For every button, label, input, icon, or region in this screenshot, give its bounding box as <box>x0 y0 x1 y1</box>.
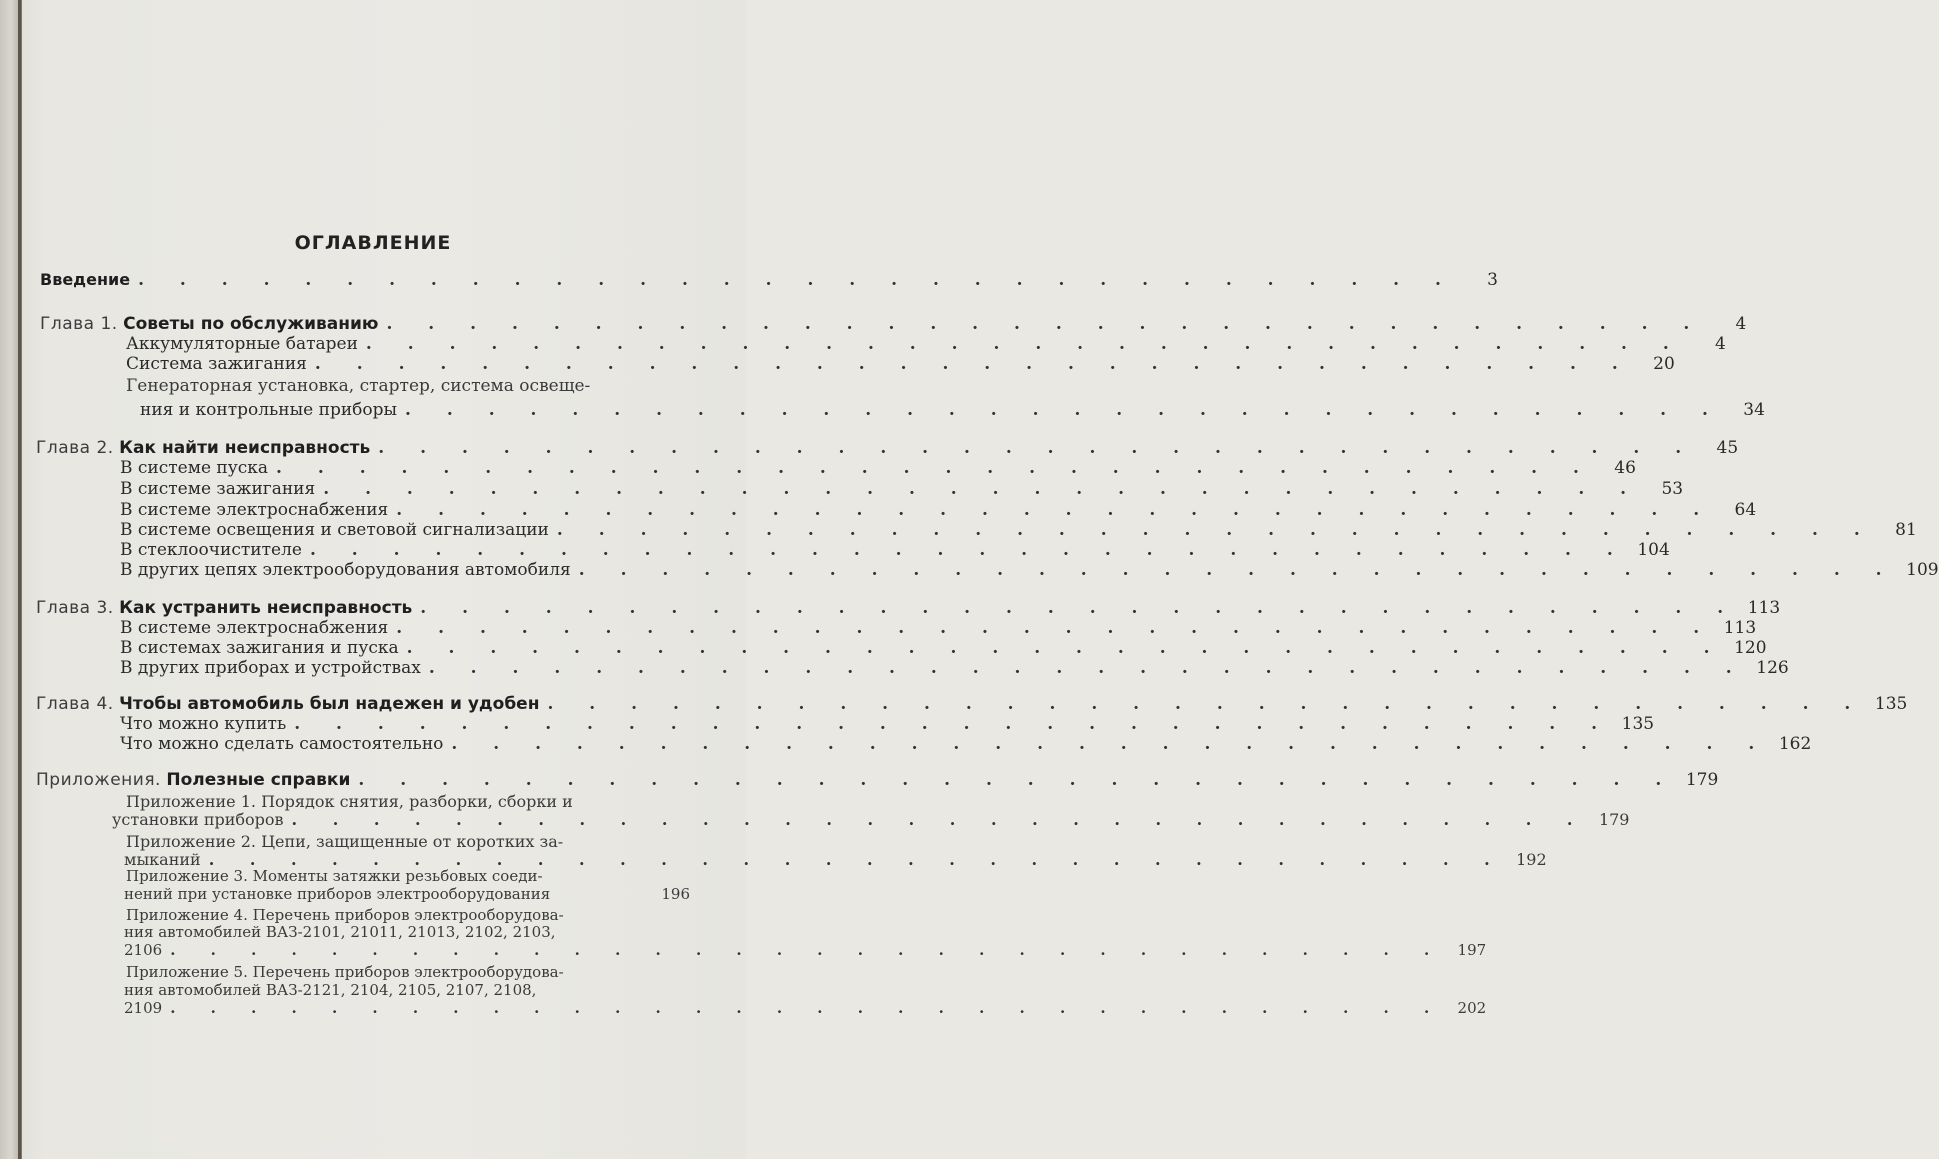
toc-chapter-2[interactable] <box>36 438 1739 458</box>
toc-entry-label: Система зажигания <box>126 354 307 374</box>
toc-entry[interactable] <box>124 998 1487 1018</box>
page-number: 109 <box>1906 560 1939 580</box>
toc-entry-label: В стеклоочистителе <box>120 540 302 560</box>
chapter-title: Чтобы автомобиль был надежен и удобен <box>119 694 540 714</box>
toc-entry-label: Введение <box>40 270 131 289</box>
toc-entry-label: Аккумуляторные батареи <box>126 334 358 354</box>
leader-dots: . . . . . . . . . . . . . . . . . . . . . . . . . . . . . . . . <box>291 810 1588 829</box>
toc-entry[interactable] <box>120 638 1767 658</box>
page-number: 34 <box>1743 400 1765 420</box>
page-number: 179 <box>1685 770 1719 790</box>
leader-dots: . . . . . . . . . . . . . . . . . . . . . . . . . . . . . . . . <box>428 658 1747 678</box>
chapter-title: Как устранить неисправность <box>119 598 413 618</box>
page-number: 126 <box>1756 658 1789 678</box>
toc-entry-label: Что можно сделать самостоятельно <box>120 734 444 754</box>
toc-entry[interactable] <box>120 734 1812 754</box>
toc-entry-label: В системе электроснабжения <box>120 500 389 520</box>
toc-entry-label: В других приборах и устройствах <box>120 658 421 678</box>
leader-dots: . . . . . . . . . . . . . . . . . . . . . . . . . . . . . . . . <box>276 458 1594 478</box>
leader-dots: . . . . . . . . . . . . . . . . . . . . . . . . . . . . . . . . <box>547 694 1866 714</box>
toc-entry-label: В системе зажигания <box>120 479 316 499</box>
leader-dots: . . . . . . . . . . . . . . . . . . . . . . . . . . . . . . . . <box>323 479 1642 499</box>
toc-entry[interactable] <box>112 810 1630 830</box>
page-number: 4 <box>1714 334 1726 354</box>
leader-dots: . . . . . . . . . . . . . . . . . . . . . . . . . . . . . . . . <box>556 520 1875 540</box>
leader-dots: . . . . . . . . . . . . . . . . . . . . . . . . . . . . . . . . <box>578 560 1897 580</box>
leader-dots: . . . . . . . . . . . . . . . . . . . . . . . . . . . . . . . . <box>358 770 1677 790</box>
page-number: 3 <box>1487 270 1498 290</box>
toc-entry-label: В системе освещения и световой сигнализации <box>120 520 549 540</box>
page-number: 135 <box>1621 714 1655 734</box>
leader-dots: . . . . . . . . . . . . . . . . . . . . . . . . . . . . . . . . <box>378 438 1697 458</box>
page-number: 64 <box>1734 500 1757 520</box>
page-number: 113 <box>1747 598 1781 618</box>
toc-entry-label: установки приборов <box>112 810 284 829</box>
appendix-entry-line[interactable]: Приложение 1. Порядок снятия, разборки, сборки и <box>126 792 573 811</box>
toc-entry[interactable] <box>120 500 1757 520</box>
page-number: 196 <box>661 885 690 903</box>
leader-dots: . . . . . . . . . . . . . . . . . . . . . . . . . . . . . . . . <box>138 270 1456 290</box>
leader-dots: . . . . . . . . . . . . . . . . . . . . . . . . . . . . . . . . <box>451 734 1770 754</box>
appendix-entry-line[interactable]: Приложение 2. Цепи, защищенные от коротких за- <box>126 832 564 851</box>
toc-entry[interactable] <box>124 940 1487 960</box>
toc-entry-label: 2106 <box>124 941 163 959</box>
toc-entry-label: нений при установке приборов электрооборудования <box>124 885 551 903</box>
leader-dots: . . . . . . . . . . . . . . . . . . . . . . . . . . . . . . . . <box>170 941 1445 959</box>
toc-entry-label: В системах зажигания и пуска <box>120 638 399 658</box>
toc-entry-label: В других цепях электрооборудования автомобиля <box>120 560 571 580</box>
leader-dots: . . . . . . . . . . . . . . . . . . . . . . . . . . . . . . . . <box>208 850 1505 869</box>
leader-dots: . . . . . . . . . . . . . . . . . . . . . . . . . . . . . . . . <box>365 334 1684 354</box>
toc-entry[interactable] <box>120 560 1939 580</box>
appendix-label: Приложения. <box>36 770 161 790</box>
toc-entry[interactable] <box>120 618 1757 638</box>
leader-dots: . . . . . . . . . . . . . . . . . . . . . . . . . . . . . . . . <box>396 618 1715 638</box>
toc-entry-label: В системе электроснабжения <box>120 618 389 638</box>
toc-entry[interactable] <box>124 884 690 904</box>
leader-dots: . . . . . . . . . . . . . . . . . . . . . . . . . . . . . . . . <box>386 314 1705 334</box>
chapter-label: Глава 3. <box>36 598 114 618</box>
appendix-entry-line[interactable]: Приложение 3. Моменты затяжки резьбовых соеди- <box>126 867 543 885</box>
chapter-title: Как найти неисправность <box>119 438 371 458</box>
toc-entry-intro[interactable] <box>40 270 1498 290</box>
page-number: 104 <box>1637 540 1670 560</box>
page-number: 46 <box>1614 458 1636 478</box>
appendix-entry-line[interactable]: Приложение 5. Перечень приборов электрооборудова- <box>126 963 564 981</box>
chapter-label: Глава 4. <box>36 694 114 714</box>
chapter-label: Глава 2. <box>36 438 114 458</box>
page-number: 20 <box>1653 354 1675 374</box>
toc-entry-label: Что можно купить <box>120 714 287 734</box>
page-number: 45 <box>1716 438 1739 458</box>
toc-chapter-3[interactable] <box>36 598 1781 618</box>
leader-dots: . . . . . . . . . . . . . . . . . . . . . . . . . . . . . . . . <box>420 598 1739 618</box>
appendix-entry-line[interactable]: ния автомобилей ВАЗ-2101, 21011, 21013, 2102, 2103, <box>124 923 556 941</box>
toc-entry[interactable] <box>120 540 1670 560</box>
page-number: 162 <box>1778 734 1812 754</box>
page-number: 120 <box>1734 638 1767 658</box>
page-number: 81 <box>1895 520 1917 540</box>
toc-entry-label: мыканий <box>124 850 201 869</box>
leader-dots: . . . . . . . . . . . . . . . . . . . . . . . . . . . . . . . . <box>406 638 1725 658</box>
page-number: 197 <box>1457 941 1487 959</box>
page-number: 192 <box>1516 850 1547 869</box>
appendix-entry-line[interactable]: ния автомобилей ВАЗ-2121, 2104, 2105, 2107, 2108, <box>124 981 537 999</box>
leader-dots: . . . . . . . . . . . . . . . . . . . . . . . . . . . . . . . . <box>309 540 1628 560</box>
toc-entry[interactable] <box>120 458 1636 478</box>
leader-dots: . . . . . . . . . . . . . . . . . . . . . . . . . . . . . . . . <box>405 400 1723 420</box>
toc-entry-line[interactable]: Генераторная установка, стартер, система освеще- <box>126 376 591 396</box>
page-number: 4 <box>1735 314 1747 334</box>
page-title: ОГЛАВЛЕНИЕ <box>294 232 452 254</box>
toc-entry-label: 2109 <box>124 999 163 1017</box>
chapter-label: Глава 1. <box>40 314 118 334</box>
appendix-title: Полезные справки <box>166 770 351 790</box>
toc-entry-label: В системе пуска <box>120 458 269 478</box>
page-number: 53 <box>1661 479 1684 499</box>
page-number: 179 <box>1598 810 1630 829</box>
toc-chapter-4[interactable] <box>36 694 1908 714</box>
toc-entry[interactable] <box>140 400 1765 420</box>
leader-dots: . . . . . . . . . . . . . . . . . . . . . . . . . . . . . . . . <box>294 714 1613 734</box>
toc-entry[interactable] <box>120 520 1917 540</box>
leader-dots: . . . . . . . . . . . . . . . . . . . . . . . . . . . . . . . . <box>170 999 1445 1017</box>
page-number: 135 <box>1874 694 1908 714</box>
toc-entry-label: ния и контрольные приборы <box>140 400 398 420</box>
leader-dots: . . . . . . . . . . . . . . . . . . . . . . . . . . . . . . . . <box>314 354 1633 374</box>
page-number: 113 <box>1723 618 1757 638</box>
appendix-entry-line[interactable]: Приложение 4. Перечень приборов электрооборудова- <box>126 906 564 924</box>
toc-entry[interactable] <box>120 714 1655 734</box>
page-number: 202 <box>1457 999 1487 1017</box>
toc-entry[interactable] <box>120 658 1789 678</box>
toc-entry[interactable] <box>126 354 1675 374</box>
toc-chapter-1[interactable] <box>40 314 1747 334</box>
chapter-title: Советы по обслуживанию <box>123 314 379 334</box>
leader-dots: . . . . . . . . . . . . . . . . . . . . . . . . . . . . . . . . <box>396 500 1715 520</box>
toc-entry[interactable] <box>126 334 1726 354</box>
toc-appendix[interactable] <box>36 770 1719 790</box>
toc-entry[interactable] <box>120 479 1684 499</box>
